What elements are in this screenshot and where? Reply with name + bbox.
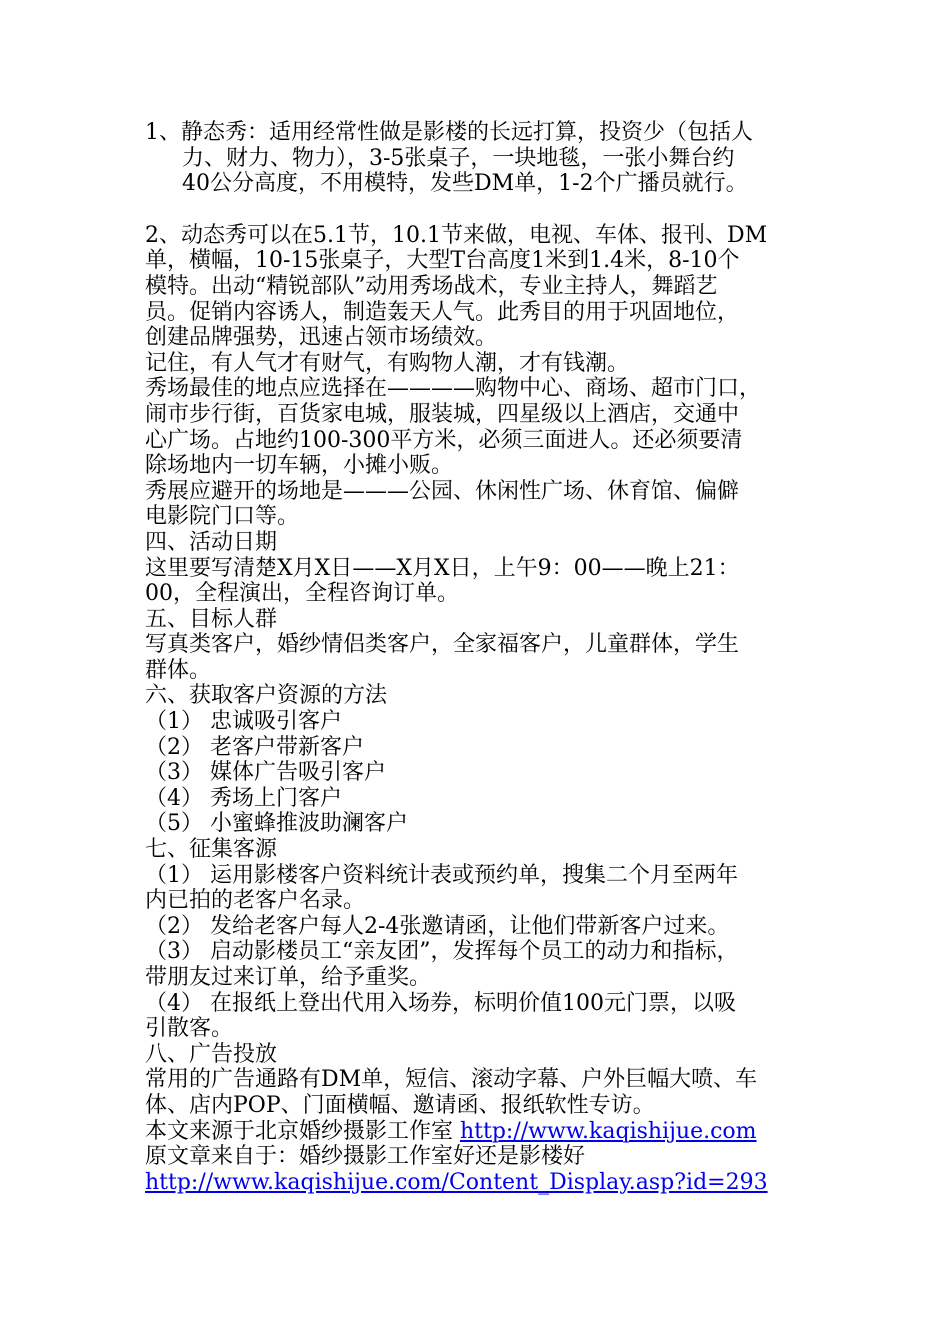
document-body bbox=[145, 120, 820, 1195]
body-line: （1） 忠诚吸引客户 bbox=[145, 709, 342, 735]
body-line: （2） 老客户带新客户 bbox=[145, 734, 364, 760]
body-line: 常用的广告通路有DM单，短信、滚动字幕、户外巨幅大喷、车 bbox=[145, 1067, 758, 1093]
body-line: （5） 小蜜蜂推波助澜客户 bbox=[145, 811, 408, 837]
body-line: 电影院门口等。 bbox=[145, 504, 300, 530]
body-line: 这里要写清楚X月X日——X月X日，上午9：00——晚上21： bbox=[145, 555, 740, 581]
body-line: 心广场。占地约100-300平方米，必须三面进人。还必须要清 bbox=[145, 427, 743, 453]
paragraph-gap bbox=[145, 197, 820, 223]
body-line: 模特。出动“精锐部队”动用秀场战术，专业主持人，舞蹈艺 bbox=[145, 273, 718, 299]
body-line: （1） 运用影楼客户资料统计表或预约单，搜集二个月至两年 bbox=[145, 862, 738, 888]
body-line: 2、动态秀可以在5.1节，10.1节来做，电视、车体、报刊、DM bbox=[145, 222, 768, 248]
body-line: 四、活动日期 bbox=[145, 529, 278, 555]
source-prefix: 本文来源于北京婚纱摄影工作室 bbox=[145, 1118, 460, 1144]
body-line: （2） 发给老客户每人2-4张邀请函，让他们带新客户过来。 bbox=[145, 913, 730, 939]
body-line: 记住，有人气才有财气，有购物人潮，才有钱潮。 bbox=[145, 350, 630, 376]
source-line bbox=[145, 1119, 820, 1145]
body-line: 单，横幅，10-15张桌子，大型T台高度1米到1.4米，8-10个 bbox=[145, 248, 740, 274]
site-link[interactable]: http://www.kaqishijue.com bbox=[460, 1118, 757, 1144]
body-line: 除场地内一切车辆，小摊小贩。 bbox=[145, 453, 454, 479]
article-link[interactable]: http://www.kaqishijue.com/Content_Display.asp?id=293 bbox=[145, 1169, 768, 1195]
body-line: 体、店内POP、门面横幅、邀请函、报纸软性专访。 bbox=[145, 1092, 655, 1118]
body-line: 五、目标人群 bbox=[145, 606, 278, 632]
body-line: 带朋友过来订单，给予重奖。 bbox=[145, 965, 432, 990]
item1-line1: 1、静态秀：适用经常性做是影楼的长远打算，投资少（包括人 bbox=[145, 120, 753, 145]
body-line: 秀场最佳的地点应选择在————购物中心、商场、超市门口， bbox=[145, 376, 762, 402]
body-line: 00，全程演出，全程咨询订单。 bbox=[145, 581, 459, 607]
item1-line3: 40公分高度，不用模特，发些DM单，1-2个广播员就行。 bbox=[182, 171, 748, 197]
body-line: 闹市步行街，百货家电城，服装城，四星级以上酒店，交通中 bbox=[145, 401, 740, 427]
body-line: 秀展应避开的场地是———公园、休闲性广场、休育馆、偏僻 bbox=[145, 478, 740, 504]
body-line: 六、获取客户资源的方法 bbox=[145, 683, 388, 709]
body-line: 群体。 bbox=[145, 657, 212, 683]
body-line: 内已拍的老客户名录。 bbox=[145, 888, 366, 914]
body-text bbox=[145, 223, 820, 1119]
body-line: （4） 秀场上门客户 bbox=[145, 785, 342, 811]
item1-line2: 力、财力、物力），3-5张桌子，一块地毯，一张小舞台约 bbox=[182, 145, 735, 171]
body-line: 创建品牌强势，迅速占领市场绩效。 bbox=[145, 325, 498, 351]
item-static-show bbox=[145, 120, 820, 197]
body-line: 八、广告投放 bbox=[145, 1041, 278, 1067]
article-link-line bbox=[145, 1170, 820, 1196]
body-line: 员。促销内容诱人，制造轰天人气。此秀目的用于巩固地位， bbox=[145, 299, 740, 325]
body-line: 七、征集客源 bbox=[145, 837, 278, 863]
body-line: （4） 在报纸上登出代用入场券，标明价值100元门票，以吸 bbox=[145, 990, 736, 1016]
body-line: （3） 媒体广告吸引客户 bbox=[145, 760, 386, 786]
body-line: （3） 启动影楼员工“亲友团”，发挥每个员工的动力和指标， bbox=[145, 939, 739, 965]
body-line: 引散客。 bbox=[145, 1016, 234, 1042]
origin-label: 原文章来自于：婚纱摄影工作室好还是影楼好 bbox=[145, 1144, 586, 1170]
body-line: 写真类客户，婚纱情侣类客户，全家福客户，儿童群体，学生 bbox=[145, 632, 740, 658]
